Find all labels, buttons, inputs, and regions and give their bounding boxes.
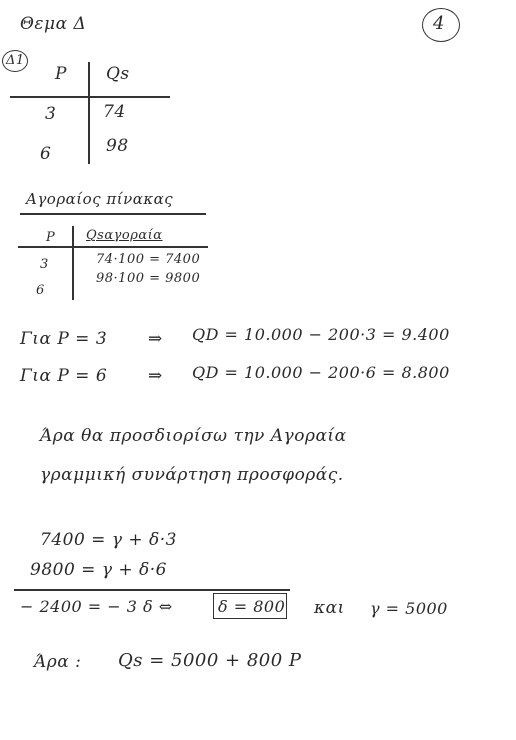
demand-line2-cond: Για P = 6 <box>20 366 108 386</box>
market-table-row2-q: 98·100 = 9800 <box>96 271 201 286</box>
part-label: Δ1 <box>6 53 25 68</box>
text-line1: Άρα θα προσδιορίσω την Αγοραία <box>40 426 347 446</box>
final-label: Άρα : <box>34 652 82 672</box>
demand-line2-arrow: ⇒ <box>148 366 163 386</box>
page-number: 4 <box>433 13 445 34</box>
supply-table-hline <box>10 96 170 98</box>
system-result-left: − 2400 = − 3 δ ⇔ <box>20 597 173 616</box>
market-table-vline <box>72 226 74 300</box>
market-table-header-p: P <box>46 230 56 245</box>
system-result-gamma: γ = 5000 <box>370 599 448 618</box>
supply-table-header-p: P <box>55 64 67 84</box>
market-table-row1-q: 74·100 = 7400 <box>96 252 201 267</box>
system-subtraction-line <box>14 589 290 591</box>
system-result-boxed: δ = 800 <box>218 597 286 616</box>
market-table-row1-p: 3 <box>40 257 49 272</box>
market-table-title-underline <box>20 213 206 215</box>
supply-table-header-q: Qs <box>106 64 130 84</box>
supply-table-row2-p: 6 <box>40 144 52 164</box>
system-result-and: και <box>314 598 345 618</box>
demand-line2-expr: QD = 10.000 − 200·6 = 8.800 <box>192 363 450 382</box>
supply-table-vline <box>88 62 90 164</box>
demand-line1-expr: QD = 10.000 − 200·3 = 9.400 <box>192 325 450 344</box>
system-eq2: 9800 = γ + δ·6 <box>30 560 167 580</box>
demand-line1-arrow: ⇒ <box>148 329 163 349</box>
final-equation: Qs = 5000 + 800 P <box>118 650 302 671</box>
text-line2: γραμμική συνάρτηση προσφοράς. <box>40 465 344 485</box>
market-table-row2-p: 6 <box>36 283 45 298</box>
market-table-title: Αγοραίος πίνακας <box>26 190 174 208</box>
supply-table-row1-p: 3 <box>45 104 57 124</box>
demand-line1-cond: Για P = 3 <box>20 329 108 349</box>
market-table-hline <box>18 246 208 248</box>
page-heading: Θεμα Δ <box>20 14 87 34</box>
supply-table-row1-q: 74 <box>103 102 126 122</box>
market-table-header-q: Qsαγοραία <box>86 228 163 243</box>
supply-table-row2-q: 98 <box>106 136 129 156</box>
system-eq1: 7400 = γ + δ·3 <box>40 530 177 550</box>
